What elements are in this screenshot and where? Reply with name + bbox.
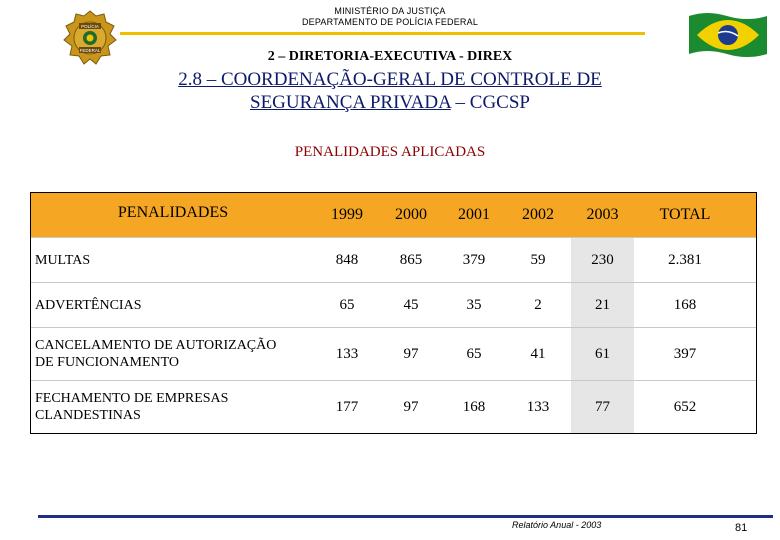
department-name: DEPARTAMENTO DE POLÍCIA FEDERAL <box>301 17 479 27</box>
badge-top-text: POLÍCIA <box>81 24 99 29</box>
row-label: ADVERTÊNCIAS <box>35 297 142 313</box>
cell-2000: 45 <box>403 296 419 313</box>
cell-2003: 61 <box>571 328 634 380</box>
cell-2003: 230 <box>571 238 634 282</box>
cell-2001: 35 <box>466 296 482 313</box>
coordination-title-line1 <box>0 69 780 91</box>
table-header-row <box>31 193 756 237</box>
cell-2002: 2 <box>534 296 542 313</box>
cell-1999: 848 <box>335 251 359 268</box>
row-label: FECHAMENTO DE EMPRESAS CLANDESTINAS <box>35 391 229 423</box>
cell-1999: 177 <box>335 398 359 415</box>
header-divider <box>120 32 645 35</box>
table-title: PENALIDADES APLICADAS <box>294 144 486 160</box>
cell-1999: 65 <box>339 296 355 313</box>
cell-2001: 168 <box>462 398 486 415</box>
header-total: TOTAL <box>659 206 711 223</box>
header-1999: 1999 <box>331 206 363 223</box>
cell-2001: 65 <box>466 345 482 362</box>
cell-2003: 21 <box>571 283 634 327</box>
header-2001: 2001 <box>458 206 490 223</box>
cell-total: 2.381 <box>668 251 702 268</box>
table-row <box>31 237 756 282</box>
table-row <box>31 380 756 433</box>
cell-2000: 865 <box>399 251 423 268</box>
cell-2003: 77 <box>571 381 634 433</box>
badge-bottom-text: FEDERAL <box>79 48 101 53</box>
header-2002: 2002 <box>522 206 554 223</box>
cell-2002: 59 <box>530 251 546 268</box>
page-number: 81 <box>735 522 748 534</box>
row-label: CANCELAMENTO DE AUTORIZAÇÃO DE FUNCIONAMENTO <box>35 338 277 370</box>
coordination-title-acronym: – CGCSP <box>450 92 530 113</box>
cell-2001: 379 <box>462 251 486 268</box>
cell-2000: 97 <box>403 345 419 362</box>
direx-heading: 2 – DIRETORIA-EXECUTIVA - DIREX <box>267 49 513 64</box>
ministry-name: MINISTÉRIO DA JUSTIÇA <box>334 6 446 16</box>
coordination-title-underlined: SEGURANÇA PRIVADA <box>250 92 451 113</box>
penalties-table <box>30 192 757 434</box>
cell-1999: 133 <box>335 345 359 362</box>
header-2000: 2000 <box>395 206 427 223</box>
coordination-title-line2 <box>0 92 780 114</box>
coordination-title-text: 2.8 – COORDENAÇÃO-GERAL DE CONTROLE DE <box>178 69 602 90</box>
cell-total: 168 <box>673 296 697 313</box>
table-row <box>31 327 756 380</box>
table-row <box>31 282 756 327</box>
cell-total: 397 <box>673 345 697 362</box>
footer-divider <box>38 515 773 518</box>
header-penalidades: PENALIDADES <box>117 204 229 221</box>
cell-total: 652 <box>673 398 697 415</box>
row-label: MULTAS <box>35 252 91 268</box>
cell-2002: 41 <box>530 345 546 362</box>
header-2003: 2003 <box>571 193 634 237</box>
report-name: Relatório Anual - 2003 <box>512 520 602 530</box>
cell-2000: 97 <box>403 398 419 415</box>
cell-2002: 133 <box>526 398 550 415</box>
